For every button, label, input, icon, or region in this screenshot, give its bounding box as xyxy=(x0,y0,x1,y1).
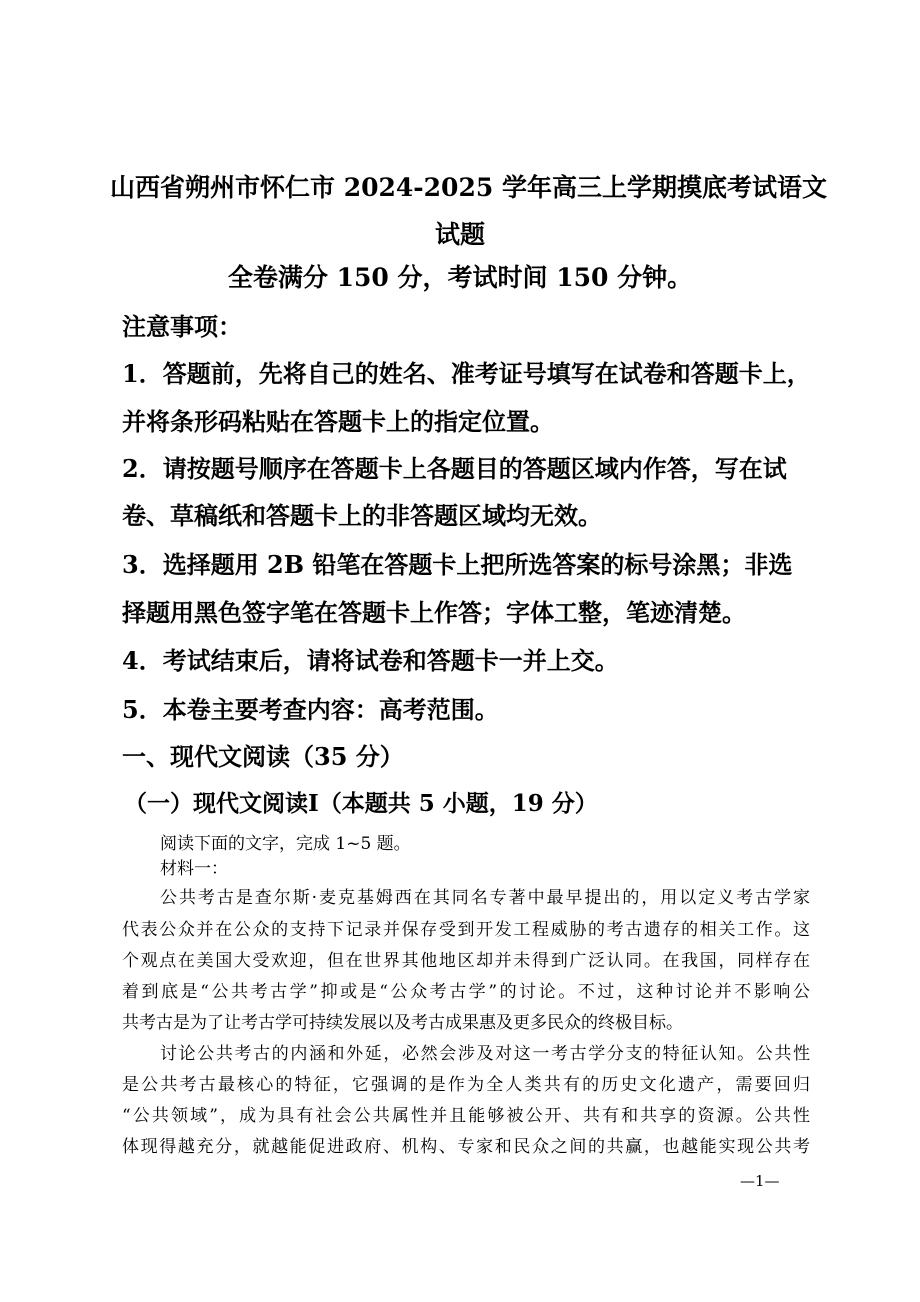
notice-heading: 注意事项： xyxy=(122,312,242,341)
subsection-heading: （一）现代文阅读Ⅰ（本题共 5 小题，19 分） xyxy=(124,790,598,817)
notice-line: 择题用黑色签字笔在答题卡上作答；字体工整，笔迹清楚。 xyxy=(122,598,746,627)
reading-instruction: 阅读下面的文字，完成 1~5 题。 xyxy=(160,834,411,854)
paragraph-line: 共考古是为了让考古学可持续发展以及考古成果惠及更多民众的终极目标。 xyxy=(122,1013,683,1033)
exam-title-line2: 试题 xyxy=(434,220,485,249)
notice-line: 卷、草稿纸和答题卡上的非答题区域均无效。 xyxy=(122,501,602,530)
exam-title-line1: 山西省朔州市怀仁市 2024-2025 学年高三上学期摸底考试语文 xyxy=(110,173,827,202)
notice-line: 2．请按题号顺序在答题卡上各题目的答题区域内作答，写在试 xyxy=(122,454,787,483)
paragraph-line: 是公共考古最核心的特征，它强调的是作为全人类共有的历史文化遗产，需要回归 xyxy=(122,1075,810,1095)
page-number: —1— xyxy=(740,1172,780,1190)
paragraph-line: 个观点在美国大受欢迎，但在世界其他地区却并未得到广泛认同。在我国，同样存在 xyxy=(122,951,810,971)
notice-line: 5．本卷主要考查内容：高考范围。 xyxy=(122,695,499,724)
notice-line: 3．选择题用 2B 铅笔在答题卡上把所选答案的标号涂黑；非选 xyxy=(122,550,793,579)
paragraph-line: 着到底是“公共考古学”抑或是“公众考古学”的讨论。不过，这种讨论并不影响公 xyxy=(122,982,810,1002)
notice-line: 4．考试结束后，请将试卷和答题卡一并上交。 xyxy=(122,646,619,675)
notice-line: 并将条形码粘贴在答题卡上的指定位置。 xyxy=(122,407,554,436)
paragraph-line: “公共领域”，成为具有社会公共属性并且能够被公开、共有和共享的资源。公共性 xyxy=(122,1106,810,1126)
section-heading: 一、现代文阅读（35 分） xyxy=(122,742,404,771)
paragraph-line: 代表公众并在公众的支持下记录并保存受到开发工程威胁的考古遗存的相关工作。这 xyxy=(122,920,810,940)
exam-info: 全卷满分 150 分，考试时间 150 分钟。 xyxy=(227,263,693,292)
notice-line: 1．答题前，先将自己的姓名、准考证号填写在试卷和答题卡上， xyxy=(122,359,811,388)
paragraph-line: 体现得越充分，就越能促进政府、机构、专家和民众之间的共赢，也越能实现公共考 xyxy=(122,1137,810,1157)
material-label: 材料一： xyxy=(160,859,228,879)
paragraph-line: 公共考古是查尔斯·麦克基姆西在其同名专著中最早提出的，用以定义考古学家 xyxy=(160,888,810,908)
paragraph-line: 讨论公共考古的内涵和外延，必然会涉及对这一考古学分支的特征认知。公共性 xyxy=(160,1044,810,1064)
